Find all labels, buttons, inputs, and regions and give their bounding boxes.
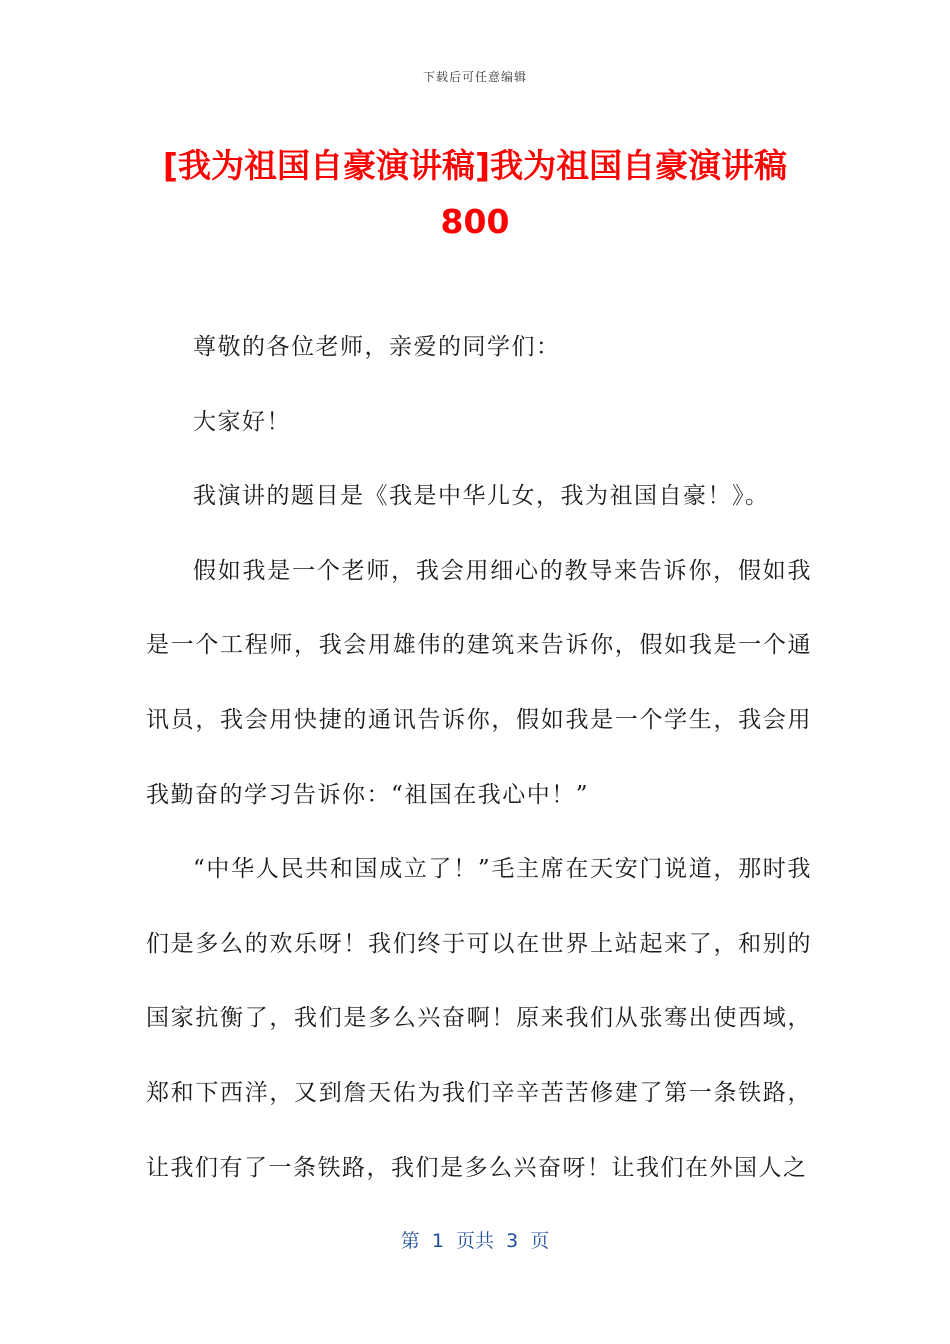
document-body [146,310,812,1205]
page-header-note: 下载后可任意编辑 [422,70,527,84]
document-title: [我为祖国自豪演讲稿]我为祖国自豪演讲稿800 [162,146,788,241]
paragraph-salutation: 尊敬的各位老师，亲爱的同学们： [193,334,561,360]
paragraph-founding: “中华人民共和国成立了！”毛主席在天安门说道，那时我们是多么的欢乐呀！我们终于可以在世界上站起来了，和别的国家抗衡了，我们是多么兴奋啊！原来我们从张骞出使西域，郑和下西洋，又到詹天佑为我们辛辛苦苦修建了第一条铁路，让我们有了一条铁路，我们是多么兴奋呀！让我们在外国人之 [146,856,812,1181]
paragraph-greeting: 大家好！ [193,408,291,435]
paragraph-if-i-were: 假如我是一个老师，我会用细心的教导来告诉你，假如我是一个工程师，我会用雄伟的建筑来告诉你，假如我是一个通讯员，我会用快捷的通讯告诉你，假如我是一个学生，我会用我勤奋的学习告诉你：“祖国在我心中！” [146,557,812,808]
paragraph-topic: 我演讲的题目是《我是中华儿女，我为祖国自豪！》。 [193,483,770,510]
page-number-footer: 第 1 页共 3 页 [400,1230,550,1252]
